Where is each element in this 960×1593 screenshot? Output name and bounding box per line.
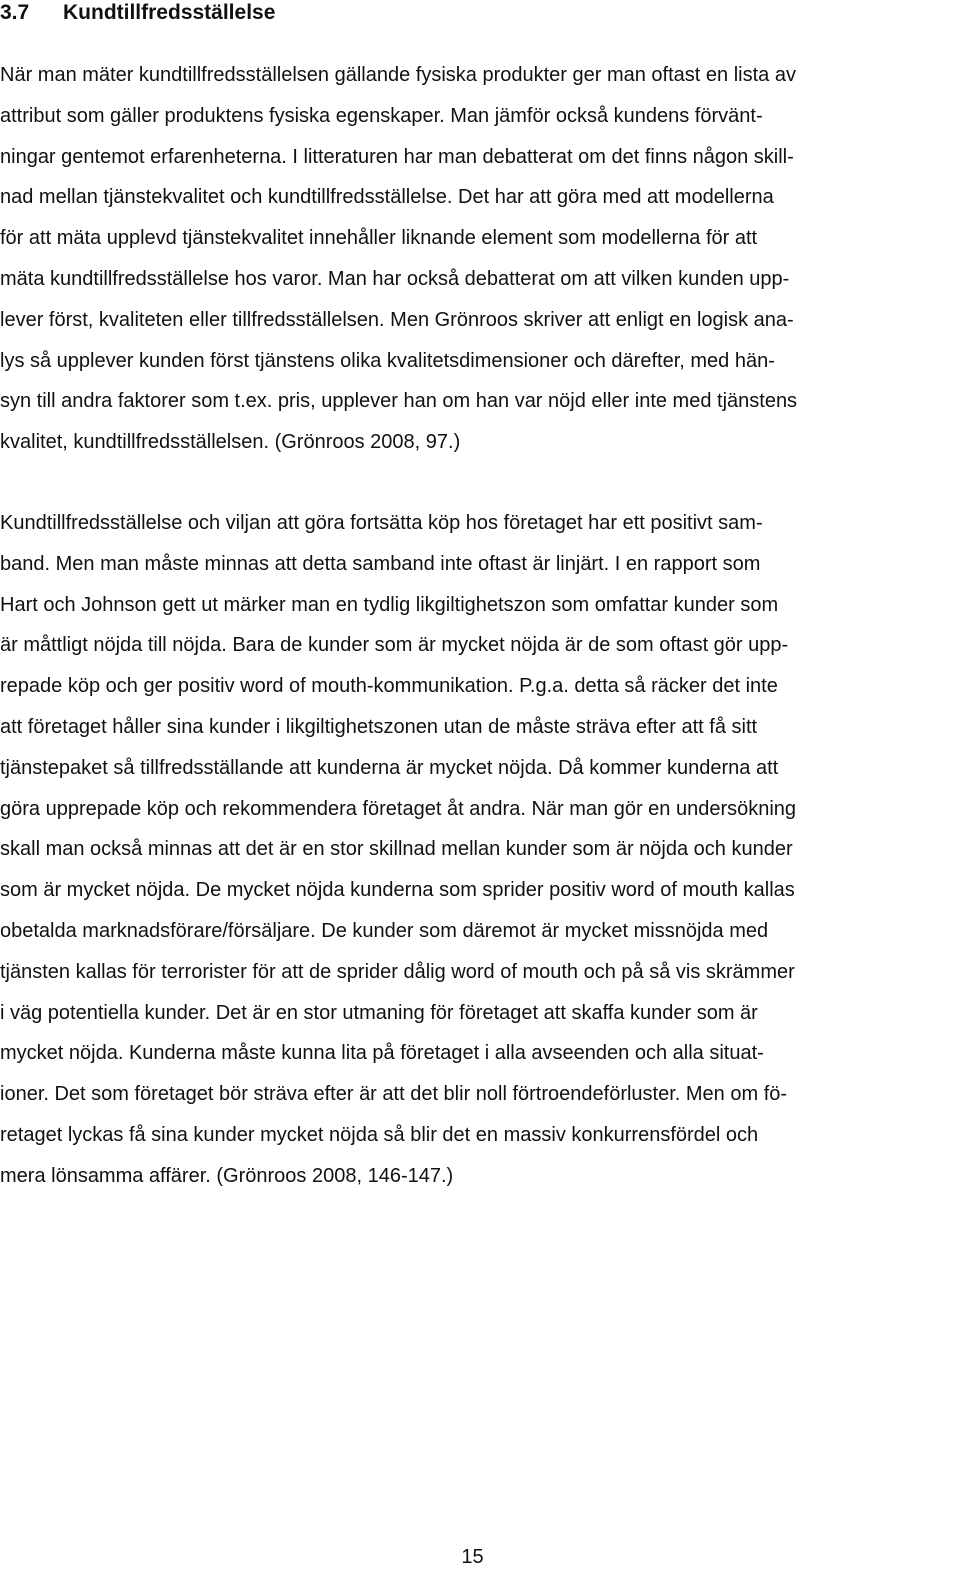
section-number: 3.7 [0,1,30,24]
text-line: repade köp och ger positiv word of mouth-kommunikation. P.g.a. detta så räcker det inte [0,675,778,698]
text-line: skall man också minnas att det är en stor skillnad mellan kunder som är nöjda och kunder [0,838,793,861]
text-line: för att mäta upplevd tjänstekvalitet innehåller liknande element som modellerna för att [0,227,758,250]
text-line: band. Men man måste minnas att detta samband inte oftast är linjärt. I en rapport som [0,552,761,575]
text-line: syn till andra faktorer som t.ex. pris, upplever han om han var nöjd eller inte med tjänstens [0,390,798,413]
section-heading [0,0,275,26]
text-line: att företaget håller sina kunder i likgiltighetszonen utan de måste sträva efter att få sitt [0,715,758,738]
section-title: Kundtillfredsställelse [63,1,276,24]
text-line: som är mycket nöjda. De mycket nöjda kunderna som sprider positiv word of mouth kallas [0,879,795,902]
text-line: mycket nöjda. Kunderna måste kunna lita på företaget i alla avseenden och alla situat- [0,1042,764,1065]
paragraph-1 [0,55,797,463]
text-line: Hart och Johnson gett ut märker man en tydlig likgiltighetszon som omfattar kunder som [0,593,779,616]
text-line: När man mäter kundtillfredsställelsen gällande fysiska produkter ger man oftast en lista av [0,64,796,86]
text-line: mera lönsamma affärer. (Grönroos 2008, 146-147.) [0,1164,454,1187]
page-number: 15 [461,1546,484,1568]
text-line: ningar gentemot erfarenheterna. I litteraturen har man debatterat om det finns någon skill- [0,145,794,168]
text-line: i väg potentiella kunder. Det är en stor utmaning för företaget att skaffa kunder som är [0,1001,758,1024]
text-line: tjänstepaket så tillfredsställande att kunderna är mycket nöjda. Då kommer kunderna att [0,756,779,779]
text-line: är måttligt nöjda till nöjda. Bara de kunder som är mycket nöjda är de som oftast gör upp- [0,634,789,657]
text-line: tjänsten kallas för terrorister för att de sprider dålig word of mouth och på så vis skrämmer [0,960,795,983]
text-line: kvalitet, kundtillfredsställelsen. (Grönroos 2008, 97.) [0,431,461,454]
text-line: lys så upplever kunden först tjänstens olika kvalitetsdimensioner och därefter, med hän- [0,349,775,372]
text-line: retaget lyckas få sina kunder mycket nöjda så blir det en massiv konkurrensfördel och [0,1123,759,1146]
text-line: lever först, kvaliteten eller tillfredsställelsen. Men Grönroos skriver att enligt en logisk ana- [0,308,794,331]
text-line: göra upprepade köp och rekommendera företaget åt andra. När man gör en undersökning [0,797,797,820]
text-line: attribut som gäller produktens fysiska egenskaper. Man jämför också kundens förvänt- [0,104,763,127]
text-line: obetalda marknadsförare/försäljare. De kunder som däremot är mycket missnöjda med [0,919,769,942]
text-line: Kundtillfredsställelse och viljan att göra fortsätta köp hos företaget har ett positivt sam- [0,512,763,534]
text-line: ioner. Det som företaget bör sträva efter är att det blir noll förtroendeförluster. Men om fö- [0,1083,788,1106]
paragraph-2 [0,503,796,1197]
text-line: nad mellan tjänstekvalitet och kundtillfredsställelse. Det har att göra med att modellerna [0,186,774,209]
text-line: mäta kundtillfredsställelse hos varor. Man har också debatterat om att vilken kunden upp- [0,267,790,290]
